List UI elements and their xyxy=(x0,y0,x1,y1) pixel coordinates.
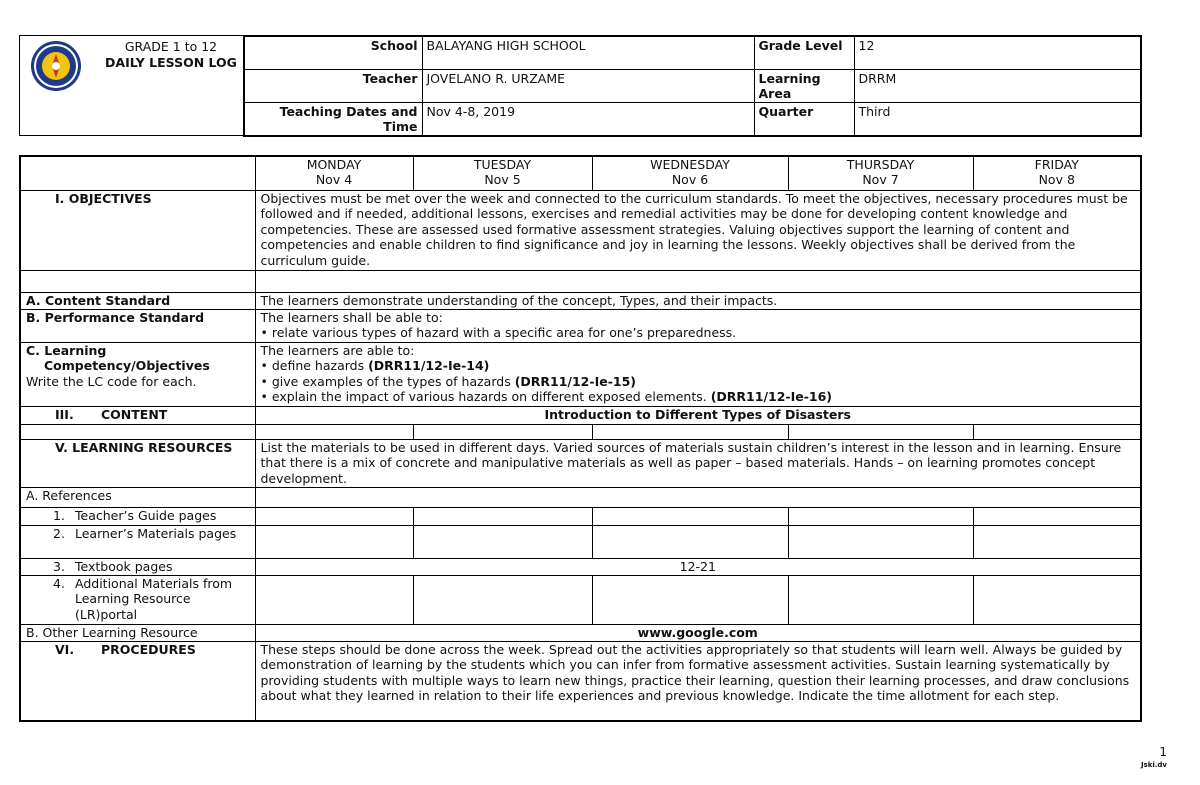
reference-item-row xyxy=(20,558,1141,575)
day-column-monday: MONDAY Nov 4 xyxy=(255,156,413,190)
procedures-row xyxy=(20,641,1141,721)
empty-corner xyxy=(20,156,255,190)
other-resource-row xyxy=(20,624,1141,641)
objectives-row xyxy=(20,190,1141,270)
school-label: School xyxy=(244,36,422,69)
learning-resources-row xyxy=(20,439,1141,487)
content-standard-text: The learners demonstrate understanding of the concept, Types, and their impacts. xyxy=(255,292,1141,309)
deped-seal-icon xyxy=(30,40,82,92)
references-row xyxy=(20,487,1141,507)
learning-area-value: DRRM xyxy=(854,69,1141,102)
grade-level-value: 12 xyxy=(854,36,1141,69)
grade-title xyxy=(96,39,246,71)
textbook-pages-value: 12-21 xyxy=(255,558,1141,575)
reference-item-row xyxy=(20,575,1141,624)
day-column-tuesday: TUESDAY Nov 5 xyxy=(413,156,592,190)
objectives-text: Objectives must be met over the week and connected to the curriculum standards. To meet the objectives, necessary procedures must be followed and if needed, additional lessons, exercises and remedial activities may be done for developing content knowledge and competencies. These are assessed used formative assessment strategies. Valuing objectives support the learning of content and competencies and enable children to find significance and joy in learning the lessons. Weekly objectives shall be derived from the curriculum guide. xyxy=(255,190,1141,270)
learning-resources-label: V. LEARNING RESOURCES xyxy=(20,439,255,487)
performance-standard-row xyxy=(20,309,1141,342)
objectives-label: I. OBJECTIVES xyxy=(20,190,255,270)
lesson-log-header xyxy=(19,35,1142,136)
day-column-friday: FRIDAY Nov 8 xyxy=(973,156,1141,190)
competency-item: • define hazards (DRR11/12-Ie-14) xyxy=(260,358,490,374)
references-label: A. References xyxy=(20,487,255,507)
learning-resources-text: List the materials to be used in different days. Varied sources of materials sustain children’s interest in the lesson and in learning. Ensure that there is a mix of concrete and manipulative materials as well as paper – based materials. Hands – on learning promotes concept development. xyxy=(255,439,1141,487)
content-row xyxy=(20,406,1141,424)
procedures-label: VI. PROCEDURES xyxy=(20,641,255,721)
reference-additional-materials: 4. Additional Materials from Learning Resource (LR)portal xyxy=(20,575,255,624)
day-header-row xyxy=(20,156,1141,190)
performance-standard-text: The learners shall be able to: • relate various types of hazard with a specific area for one’s preparedness. xyxy=(255,309,1141,342)
dates-label: Teaching Dates and Time xyxy=(244,102,422,136)
teacher-value: JOVELANO R. URZAME xyxy=(422,69,754,102)
school-value: BALAYANG HIGH SCHOOL xyxy=(422,36,754,69)
reference-learners-materials: 2. Learner’s Materials pages xyxy=(20,525,255,558)
competency-text: The learners are able to: • define hazards (DRR11/12-Ie-14) • give examples of the types of hazards (DRR11/12-Ie-15) • explain the impact of various hazards on different exposed elements. (DRR11/12-Ie-16) xyxy=(255,342,1141,406)
competency-item: • give examples of the types of hazards (DRR11/12-Ie-15) xyxy=(260,373,636,389)
dates-value: Nov 4-8, 2019 xyxy=(422,102,754,136)
other-resource-label: B. Other Learning Resource xyxy=(20,624,255,641)
log-title: DAILY LESSON LOG xyxy=(105,55,237,70)
content-blank-row xyxy=(20,424,1141,439)
learning-area-label: Learning Area xyxy=(754,69,854,102)
competency-item: • explain the impact of various hazards on different exposed elements. (DRR11/12-Ie-16) xyxy=(260,389,833,405)
header-table xyxy=(243,35,1142,137)
logo-box xyxy=(19,35,244,136)
content-label: III. CONTENT xyxy=(20,406,255,424)
teacher-label: Teacher xyxy=(244,69,422,102)
content-standard-row xyxy=(20,292,1141,309)
performance-standard-label: B. Performance Standard xyxy=(20,309,255,342)
other-resource-link[interactable]: www.google.com xyxy=(255,624,1141,641)
objectives-blank-row xyxy=(20,270,1141,292)
content-text: Introduction to Different Types of Disasters xyxy=(255,406,1141,424)
reference-item-row xyxy=(20,507,1141,525)
grade-level-label: Grade Level xyxy=(754,36,854,69)
competency-label: C. Learning Competency/Objectives Write the LC code for each. xyxy=(20,342,255,406)
page-number: 1 xyxy=(1159,745,1167,759)
lesson-log-table xyxy=(19,155,1142,722)
competency-row xyxy=(20,342,1141,406)
watermark: Jski.dv xyxy=(1140,761,1167,769)
quarter-value: Third xyxy=(854,102,1141,136)
procedures-text: These steps should be done across the week. Spread out the activities appropriately so that students will learn well. Always be guided by demonstration of learning by the students which you can infer from formative assessment activities. Sustain learning systematically by providing students with multiple ways to learn new things, practice their learning, question their learning processes, and draw conclusions about what they learned in relation to their life experiences and previous knowledge. Indicate the time allotment for each step. xyxy=(255,641,1141,721)
reference-item-row xyxy=(20,525,1141,558)
grade-range: GRADE 1 to 12 xyxy=(124,39,218,54)
day-column-wednesday: WEDNESDAY Nov 6 xyxy=(592,156,788,190)
content-standard-label: A. Content Standard xyxy=(20,292,255,309)
day-column-thursday: THURSDAY Nov 7 xyxy=(788,156,973,190)
reference-textbook: 3. Textbook pages xyxy=(20,558,255,575)
reference-teachers-guide: 1. Teacher’s Guide pages xyxy=(20,507,255,525)
quarter-label: Quarter xyxy=(754,102,854,136)
